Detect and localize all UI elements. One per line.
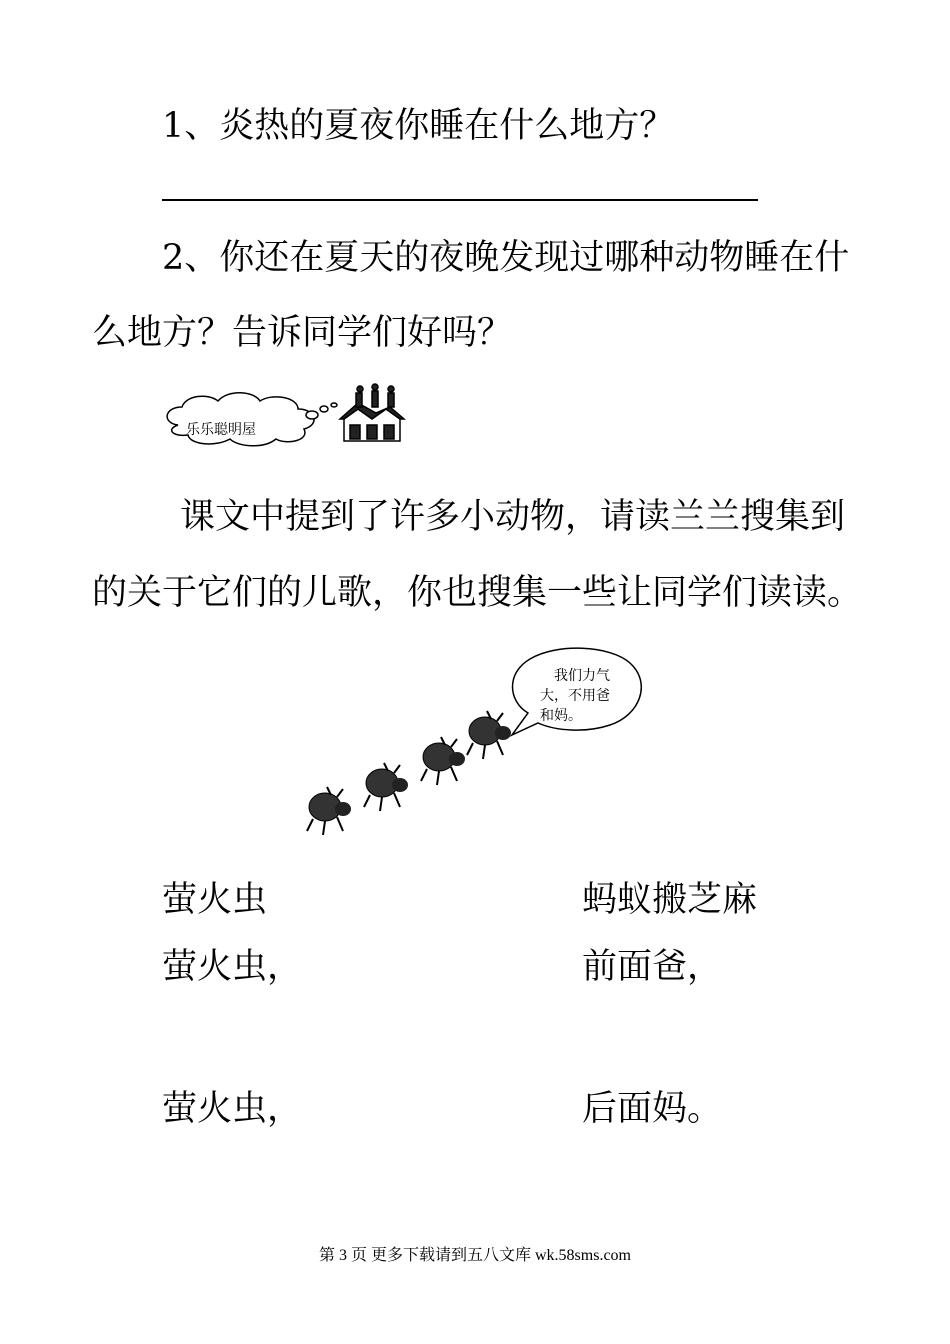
bubble-text	[540, 665, 636, 725]
question-1: 1、炎热的夏夜你睡在什么地方？	[162, 106, 675, 146]
poem-right-title: 蚂蚁搬芝麻	[582, 880, 758, 920]
ant-icon-3	[421, 737, 465, 785]
ant-icon-1	[307, 787, 351, 835]
ants-illustration	[295, 705, 525, 845]
ant-icon-4	[467, 711, 511, 759]
page-footer: 第 3 页 更多下载请到五八文库 wk.58sms.com	[318, 1247, 631, 1264]
poem-right-line-2: 后面妈。	[582, 1089, 723, 1129]
intro-line-1: 课文中提到了许多小动物，请读兰兰搜集到	[180, 497, 846, 537]
house-icon	[340, 384, 404, 441]
poem-left-title: 萤火虫	[162, 880, 268, 920]
ant-icon-2	[364, 763, 408, 811]
intro-line-2: 的关于它们的儿歌，你也搜集一些让同学们读读。	[92, 573, 863, 613]
bubble-line-2: 大，不用爸	[540, 687, 610, 703]
question-2-line-2: 么地方？告诉同学们好吗？	[92, 313, 513, 353]
bubble-line-1: 我们力气	[554, 667, 610, 683]
bubble-line-3: 和妈。	[540, 707, 582, 723]
poem-left-line-1: 萤火虫，	[162, 947, 303, 987]
answer-line	[162, 199, 758, 201]
poem-right-line-1: 前面爸，	[582, 947, 723, 987]
poem-left-line-2: 萤火虫，	[162, 1089, 303, 1129]
cloud-label: 乐乐聪明屋	[186, 421, 256, 437]
question-2-line-1: 2、你还在夏天的夜晚发现过哪种动物睡在什	[162, 238, 850, 278]
